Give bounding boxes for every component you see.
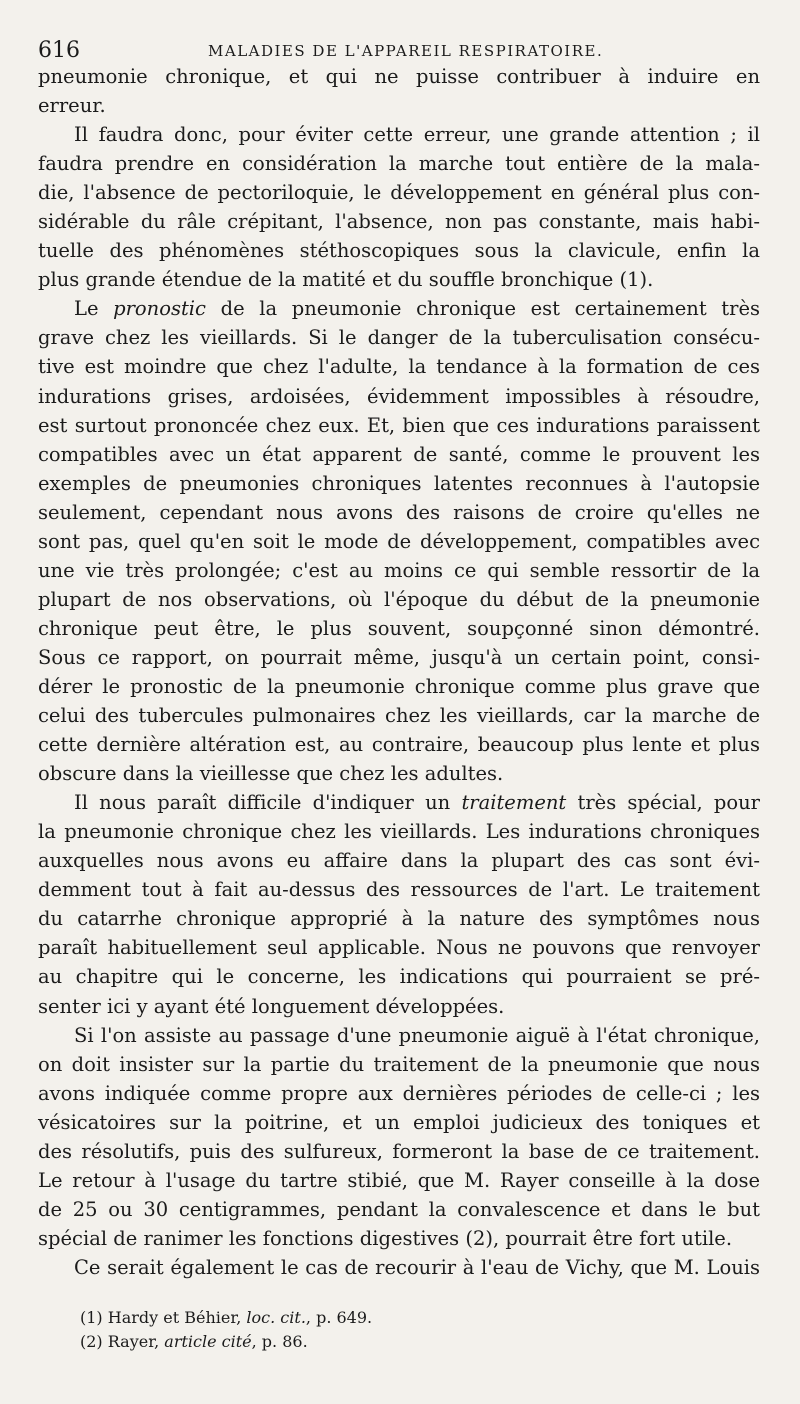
page-number: 616: [38, 38, 80, 63]
text-line: dérer le pronostic de la pneumonie chronique comme plus grave que: [38, 674, 760, 698]
footnote: (2) Rayer, article cité, p. 86.: [80, 1332, 308, 1351]
text-line: au chapitre qui le concerne, les indications qui pourraient se pré-: [38, 965, 760, 989]
text-line: des résolutifs, puis des sulfureux, formeront la base de ce traitement.: [38, 1139, 760, 1163]
text-line: plus grande étendue de la matité et du souffle bronchique (1).: [38, 268, 654, 292]
text-line: senter ici y ayant été longuement développées.: [38, 994, 505, 1018]
text-line: une vie très prolongée; c'est au moins ce qui semble ressortir de la: [38, 558, 760, 582]
emphasis: traitement: [461, 791, 567, 815]
text-line: exemples de pneumonies chroniques latentes reconnues à l'autopsie: [38, 471, 760, 495]
text-line: die, l'absence de pectoriloquie, le développement en général plus con-: [38, 181, 760, 205]
running-head: MALADIES DE L'APPAREIL RESPIRATOIRE.: [208, 42, 604, 60]
text-line: plupart de nos observations, où l'époque du début de la pneumonie: [38, 587, 760, 611]
footnotes: [80, 1306, 740, 1354]
text-line: celui des tubercules pulmonaires chez les vieillards, car la marche de: [38, 704, 760, 728]
text-line: grave chez les vieillards. Si le danger de la tuberculisation consécu-: [38, 326, 760, 350]
text-line: obscure dans la vieillesse que chez les adultes.: [38, 762, 504, 786]
text-line: on doit insister sur la partie du traitement de la pneumonie que nous: [38, 1052, 760, 1076]
text-line: sidérable du râle crépitant, l'absence, non pas constante, mais habi-: [38, 210, 760, 234]
text-line: Il nous paraît difficile d'indiquer un traitement très spécial, pour: [74, 791, 761, 815]
text-line: auxquelles nous avons eu affaire dans la plupart des cas sont évi-: [38, 849, 760, 873]
text-line: du catarrhe chronique approprié à la nature des symptômes nous: [38, 907, 760, 931]
text-line: Il faudra donc, pour éviter cette erreur, une grande attention ; il: [74, 123, 760, 147]
text-line: Le retour à l'usage du tartre stibié, que M. Rayer conseille à la dose: [38, 1168, 760, 1192]
emphasis: pronostic: [113, 297, 206, 321]
text-line: chronique peut être, le plus souvent, soupçonné sinon démontré.: [38, 616, 760, 640]
text-line: la pneumonie chronique chez les vieillards. Les indurations chroniques: [38, 820, 760, 844]
text-line: vésicatoires sur la poitrine, et un emploi judicieux des toniques et: [38, 1110, 760, 1134]
text-line: faudra prendre en considération la marche tout entière de la mala-: [38, 152, 760, 176]
text-line: Sous ce rapport, on pourrait même, jusqu'à un certain point, consi-: [38, 645, 760, 669]
text-line: pneumonie chronique, et qui ne puisse contribuer à induire en: [38, 65, 760, 88]
text-line: paraît habituellement seul applicable. Nous ne pouvons que renvoyer: [38, 936, 760, 960]
text-line: erreur.: [38, 94, 106, 118]
text-line: spécial de ranimer les fonctions digestives (2), pourrait être fort utile.: [38, 1226, 733, 1250]
text-line: tive est moindre que chez l'adulte, la tendance à la formation de ces: [38, 355, 760, 379]
text-line: avons indiquée comme propre aux dernières périodes de celle-ci ; les: [38, 1081, 760, 1105]
text-line: indurations grises, ardoisées, évidemment impossibles à résoudre,: [38, 384, 760, 408]
text-line: cette dernière altération est, au contraire, beaucoup plus lente et plus: [38, 733, 760, 757]
text-line: Ce serait également le cas de recourir à l'eau de Vichy, que M. Louis: [74, 1255, 760, 1279]
footnote: (1) Hardy et Béhier, loc. cit., p. 649.: [80, 1308, 373, 1327]
text-line: seulement, cependant nous avons des raisons de croire qu'elles ne: [38, 500, 760, 524]
text-line: sont pas, quel qu'en soit le mode de développement, compatibles avec: [38, 529, 760, 553]
text-line: est surtout prononcée chez eux. Et, bien que ces indurations paraissent: [38, 413, 760, 437]
text-line: tuelle des phénomènes stéthoscopiques sous la clavicule, enfin la: [38, 239, 760, 263]
text-line: compatibles avec un état apparent de santé, comme le prouvent les: [38, 442, 760, 466]
body-text: [38, 62, 760, 1282]
text-line: de 25 ou 30 centigrammes, pendant la convalescence et dans le but: [38, 1197, 760, 1221]
text-line: Si l'on assiste au passage d'une pneumonie aiguë à l'état chronique,: [74, 1023, 760, 1047]
text-line: Le pronostic de la pneumonie chronique est certainement très: [74, 297, 760, 321]
text-line: demment tout à fait au-dessus des ressources de l'art. Le traitement: [38, 878, 760, 902]
